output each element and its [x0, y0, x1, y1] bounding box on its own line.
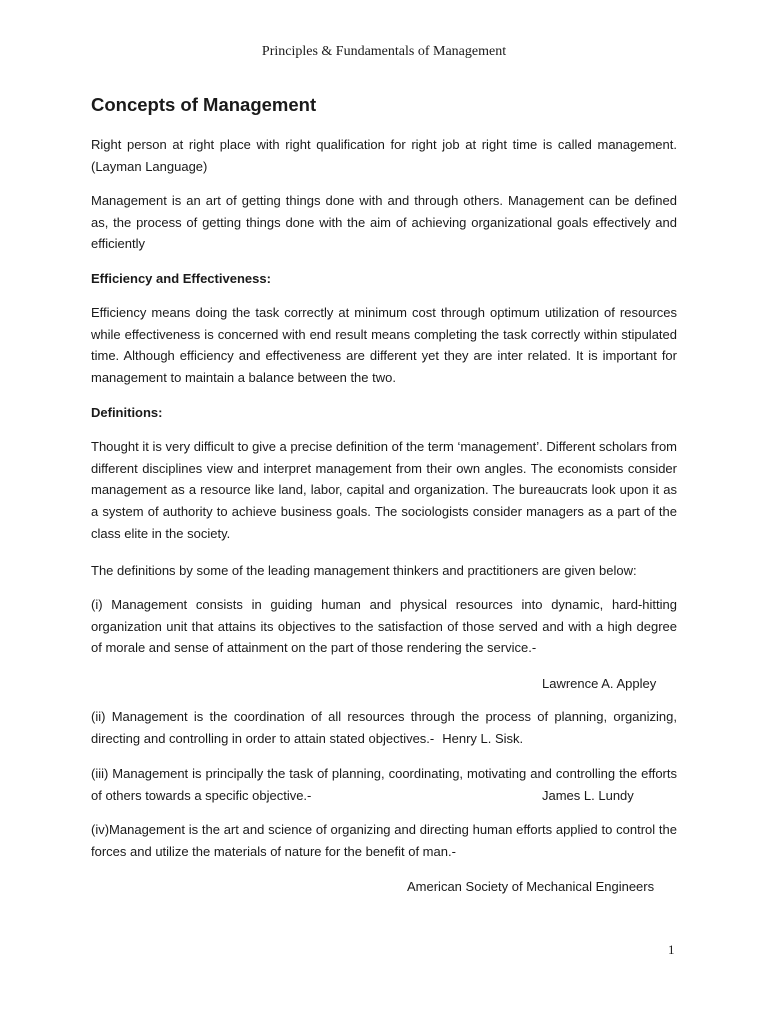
- author-sisk: Henry L. Sisk.: [442, 730, 524, 746]
- paragraph-scholars: Thought it is very difficult to give a precise definition of the term ‘management’. Different scholars from different disciplines view and interpret management from their own angles. The economists consider management as a resource like land, labor, capital and organization. The bureaucrats look upon it as a system of authority to achieve business goals. The sociologists consider managers as a part of the class elite in the society.: [91, 439, 677, 541]
- heading-efficiency-effectiveness: Efficiency and Effectiveness:: [91, 271, 271, 286]
- author-appley: Lawrence A. Appley: [542, 676, 657, 691]
- paragraph-efficiency: Efficiency means doing the task correctly at minimum cost through optimum utilization of resources while effectiveness is concerned with end result means completing the task correctly within stipulated time. Although efficiency and effectiveness are different yet they are inter related. It is important for management to maintain a balance between the two.: [91, 305, 677, 386]
- author-asme: American Society of Mechanical Engineers: [407, 879, 655, 894]
- definition-asme: (iv)Management is the art and science of organizing and directing human efforts applied to control the forces and utilize the materials of nature for the benefit of man.-: [91, 822, 677, 859]
- heading-definitions: Definitions:: [91, 405, 163, 420]
- running-header: Principles & Fundamentals of Management: [261, 44, 507, 59]
- definition-appley: (i) Management consists in guiding human and physical resources into dynamic, hard-hitting organization unit that attains its objectives to the satisfaction of those served and with a high degree of morale and sense of attainment on the part of those rendering the service.-: [91, 597, 677, 656]
- definition-lundy: (iii) Management is principally the task of planning, coordinating, motivating and controlling the efforts of others towards a specific objective.-: [91, 766, 677, 803]
- paragraph-layman-definition: Right person at right place with right qualification for right job at right time is called management. (Layman Language): [91, 137, 677, 174]
- page-number: 1: [668, 942, 675, 957]
- page-title: Concepts of Management: [91, 94, 317, 115]
- definition-sisk: [91, 706, 677, 749]
- definition-sisk-text: (ii) Management is the coordination of all resources through the process of planning, organizing, directing and controlling in order to attain stated objectives.-: [91, 709, 677, 746]
- paragraph-definitions-intro: The definitions by some of the leading management thinkers and practitioners are given below:: [91, 563, 637, 578]
- paragraph-management-definition: Management is an art of getting things done with and through others. Management can be defined as, the process of getting things done with the aim of achieving organizational goals effectively and efficiently: [91, 193, 677, 252]
- author-lundy: James L. Lundy: [542, 788, 634, 803]
